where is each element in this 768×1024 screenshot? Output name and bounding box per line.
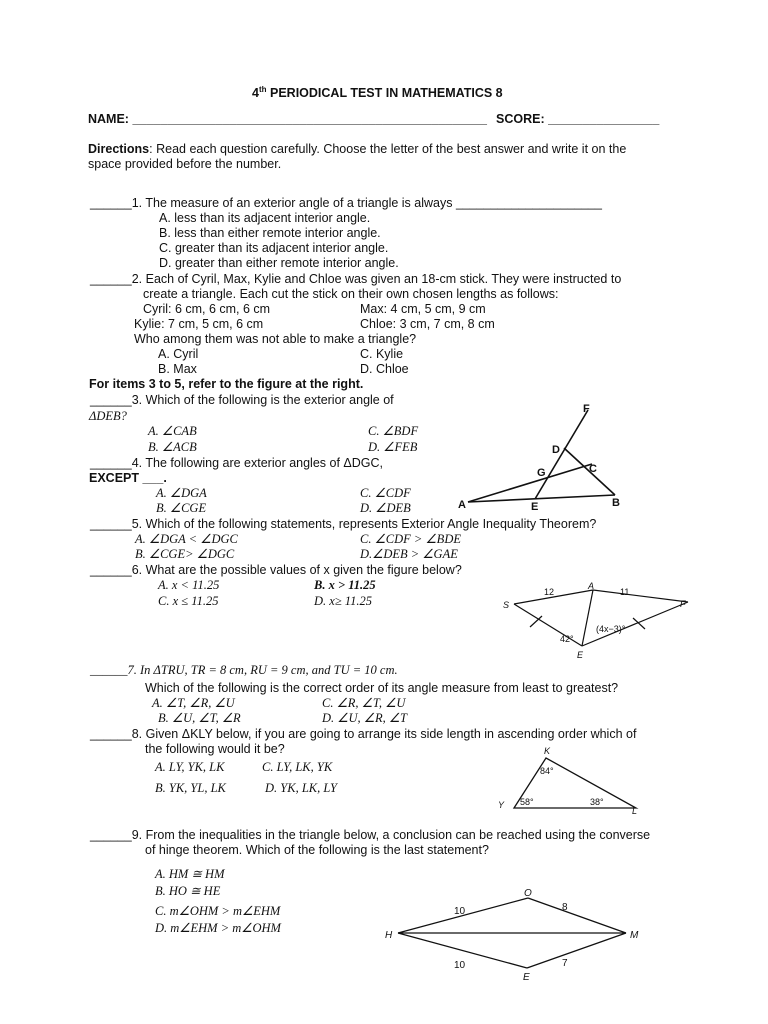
angle-y-label: 58° — [520, 797, 534, 807]
q3-option-b[interactable]: B. ∠ACB — [148, 440, 197, 454]
figure-item-9 — [382, 882, 652, 984]
side-om-label: 8 — [562, 902, 568, 913]
point-f: F — [583, 403, 590, 415]
q7-option-c[interactable]: C. ∠R, ∠T, ∠U — [322, 696, 406, 710]
score-field[interactable]: SCORE: ________________ — [496, 112, 660, 126]
side-sa-label: 12 — [544, 587, 555, 597]
point-m: M — [630, 930, 639, 941]
point-a-top: A — [588, 581, 595, 591]
point-y: Y — [498, 800, 505, 810]
q8-stem-cont: the following would it be? — [145, 742, 285, 756]
q1-stem: ______1. The measure of an exterior angle of a triangle is always _____________________ — [90, 196, 602, 210]
q3-option-d[interactable]: D. ∠FEB — [368, 440, 418, 454]
q3-option-c[interactable]: C. ∠BDF — [368, 424, 419, 438]
q2-option-b[interactable]: B. Max — [158, 362, 197, 376]
angle-s-label: 42° — [560, 634, 574, 644]
q2-chloe: Chloe: 3 cm, 7 cm, 8 cm — [360, 317, 495, 331]
q3-option-a[interactable]: A. ∠CAB — [148, 424, 197, 438]
q8-stem: ______8. Given ΔKLY below, if you are going to arrange its side length in ascending order which of — [90, 727, 637, 741]
q7-option-b[interactable]: B. ∠U, ∠T, ∠R — [158, 711, 241, 725]
q8-option-b[interactable]: B. YK, YL, LK — [155, 781, 226, 795]
q7-option-d[interactable]: D. ∠U, ∠R, ∠T — [322, 711, 408, 725]
q4-stem: ______4. The following are exterior angles of ΔDGC, — [90, 456, 384, 470]
point-e: E — [531, 501, 539, 510]
point-d: D — [552, 444, 560, 456]
point-k: K — [544, 746, 551, 756]
point-l: L — [632, 806, 638, 816]
q5-option-c[interactable]: C. ∠CDF > ∠BDE — [360, 532, 461, 546]
q6-stem: ______6. What are the possible values of x given the figure below? — [90, 563, 462, 577]
q6-option-b[interactable]: B. x > 11.25 — [314, 578, 376, 592]
point-c: C — [589, 463, 597, 475]
q2-option-c[interactable]: C. Kylie — [360, 347, 404, 361]
q2-stem-cont: create a triangle. Each cut the stick on their own chosen lengths as follows: — [143, 287, 559, 301]
q9-stem: ______9. From the inequalities in the triangle below, a conclusion can be reached using the converse — [90, 828, 651, 842]
q6-option-a[interactable]: A. x < 11.25 — [158, 578, 220, 592]
name-field[interactable]: NAME: ___________________________________________________ — [88, 112, 487, 126]
q4-option-c[interactable]: C. ∠CDF — [360, 486, 411, 500]
q1-option-d[interactable]: D. greater than either remote interior angle. — [159, 256, 399, 270]
figure-items-3-5 — [452, 398, 632, 510]
directions: Directions: Read each question carefully. Choose the letter of the best answer and write it on the — [88, 142, 627, 156]
q3-stem-cont: ΔDEB? — [89, 409, 127, 423]
side-em-label: 7 — [562, 958, 568, 969]
q6-option-c[interactable]: C. x ≤ 11.25 — [158, 594, 219, 608]
q2-stem: ______2. Each of Cyril, Max, Kylie and Chloe was given an 18-cm stick. They were instructed to — [90, 272, 622, 286]
q2-option-a[interactable]: A. Cyril — [158, 347, 199, 361]
q5-option-d[interactable]: D.∠DEB > ∠GAE — [360, 547, 458, 561]
q5-stem: ______5. Which of the following statements, represents Exterior Angle Inequality Theorem? — [90, 517, 597, 531]
angle-a-label: (4x−3)° — [596, 624, 626, 634]
q5-option-a[interactable]: A. ∠DGA < ∠DGC — [135, 532, 238, 546]
q3-stem: ______3. Which of the following is the exterior angle of — [90, 393, 394, 407]
q9-option-d[interactable]: D. m∠EHM > m∠OHM — [155, 921, 281, 935]
point-e-bottom: E — [577, 650, 584, 660]
figure-item-8 — [490, 742, 650, 820]
q4-option-d[interactable]: D. ∠DEB — [360, 501, 411, 515]
items-3-5-note: For items 3 to 5, refer to the figure at the right. — [89, 377, 364, 391]
q1-option-a[interactable]: A. less than its adjacent interior angle. — [159, 211, 371, 225]
q1-option-c[interactable]: C. greater than its adjacent interior angle. — [159, 241, 389, 255]
q2-kylie: Kylie: 7 cm, 5 cm, 6 cm — [134, 317, 264, 331]
figure-item-6 — [500, 580, 690, 662]
side-he-label: 10 — [454, 960, 466, 971]
q2-question: Who among them was not able to make a triangle? — [134, 332, 417, 346]
q1-option-b[interactable]: B. less than either remote interior angle. — [159, 226, 381, 240]
point-h: H — [385, 930, 393, 941]
side-af-label: 11 — [620, 587, 630, 597]
q7-question: Which of the following is the correct order of its angle measure from least to greatest? — [145, 681, 619, 695]
point-f-right: F — [680, 599, 686, 609]
q2-option-d[interactable]: D. Chloe — [360, 362, 409, 376]
point-e-hinge: E — [523, 972, 530, 983]
directions-line2: space provided before the number. — [88, 157, 282, 171]
q5-option-b[interactable]: B. ∠CGE> ∠DGC — [135, 547, 235, 561]
page-title: 4th PERIODICAL TEST IN MATHEMATICS 8 — [252, 85, 503, 101]
q2-max: Max: 4 cm, 5 cm, 9 cm — [360, 302, 486, 316]
q9-option-a[interactable]: A. HM ≅ HM — [155, 867, 225, 881]
q7-option-a[interactable]: A. ∠T, ∠R, ∠U — [152, 696, 235, 710]
q9-option-c[interactable]: C. m∠OHM > m∠EHM — [155, 904, 281, 918]
point-s: S — [503, 600, 510, 610]
angle-l-label: 38° — [590, 797, 604, 807]
side-ho-label: 10 — [454, 906, 466, 917]
q7-stem: ______7. In ΔTRU, TR = 8 cm, RU = 9 cm, and TU = 10 cm. — [90, 663, 398, 677]
q9-option-b[interactable]: B. HO ≅ HE — [155, 884, 221, 898]
q4-option-a[interactable]: A. ∠DGA — [156, 486, 207, 500]
point-o: O — [524, 888, 532, 899]
q8-option-a[interactable]: A. LY, YK, LK — [155, 760, 225, 774]
point-a: A — [458, 499, 466, 510]
q9-stem-cont: of hinge theorem. Which of the following is the last statement? — [145, 843, 489, 857]
q4-except: EXCEPT ___. — [89, 471, 167, 485]
q6-option-d[interactable]: D. x≥ 11.25 — [314, 594, 373, 608]
point-b: B — [612, 497, 620, 509]
point-g: G — [537, 467, 546, 479]
q8-option-d[interactable]: D. YK, LK, LY — [265, 781, 338, 795]
q2-cyril: Cyril: 6 cm, 6 cm, 6 cm — [143, 302, 271, 316]
angle-k-label: 84° — [540, 766, 554, 776]
q4-option-b[interactable]: B. ∠CGE — [156, 501, 207, 515]
q8-option-c[interactable]: C. LY, LK, YK — [262, 760, 333, 774]
